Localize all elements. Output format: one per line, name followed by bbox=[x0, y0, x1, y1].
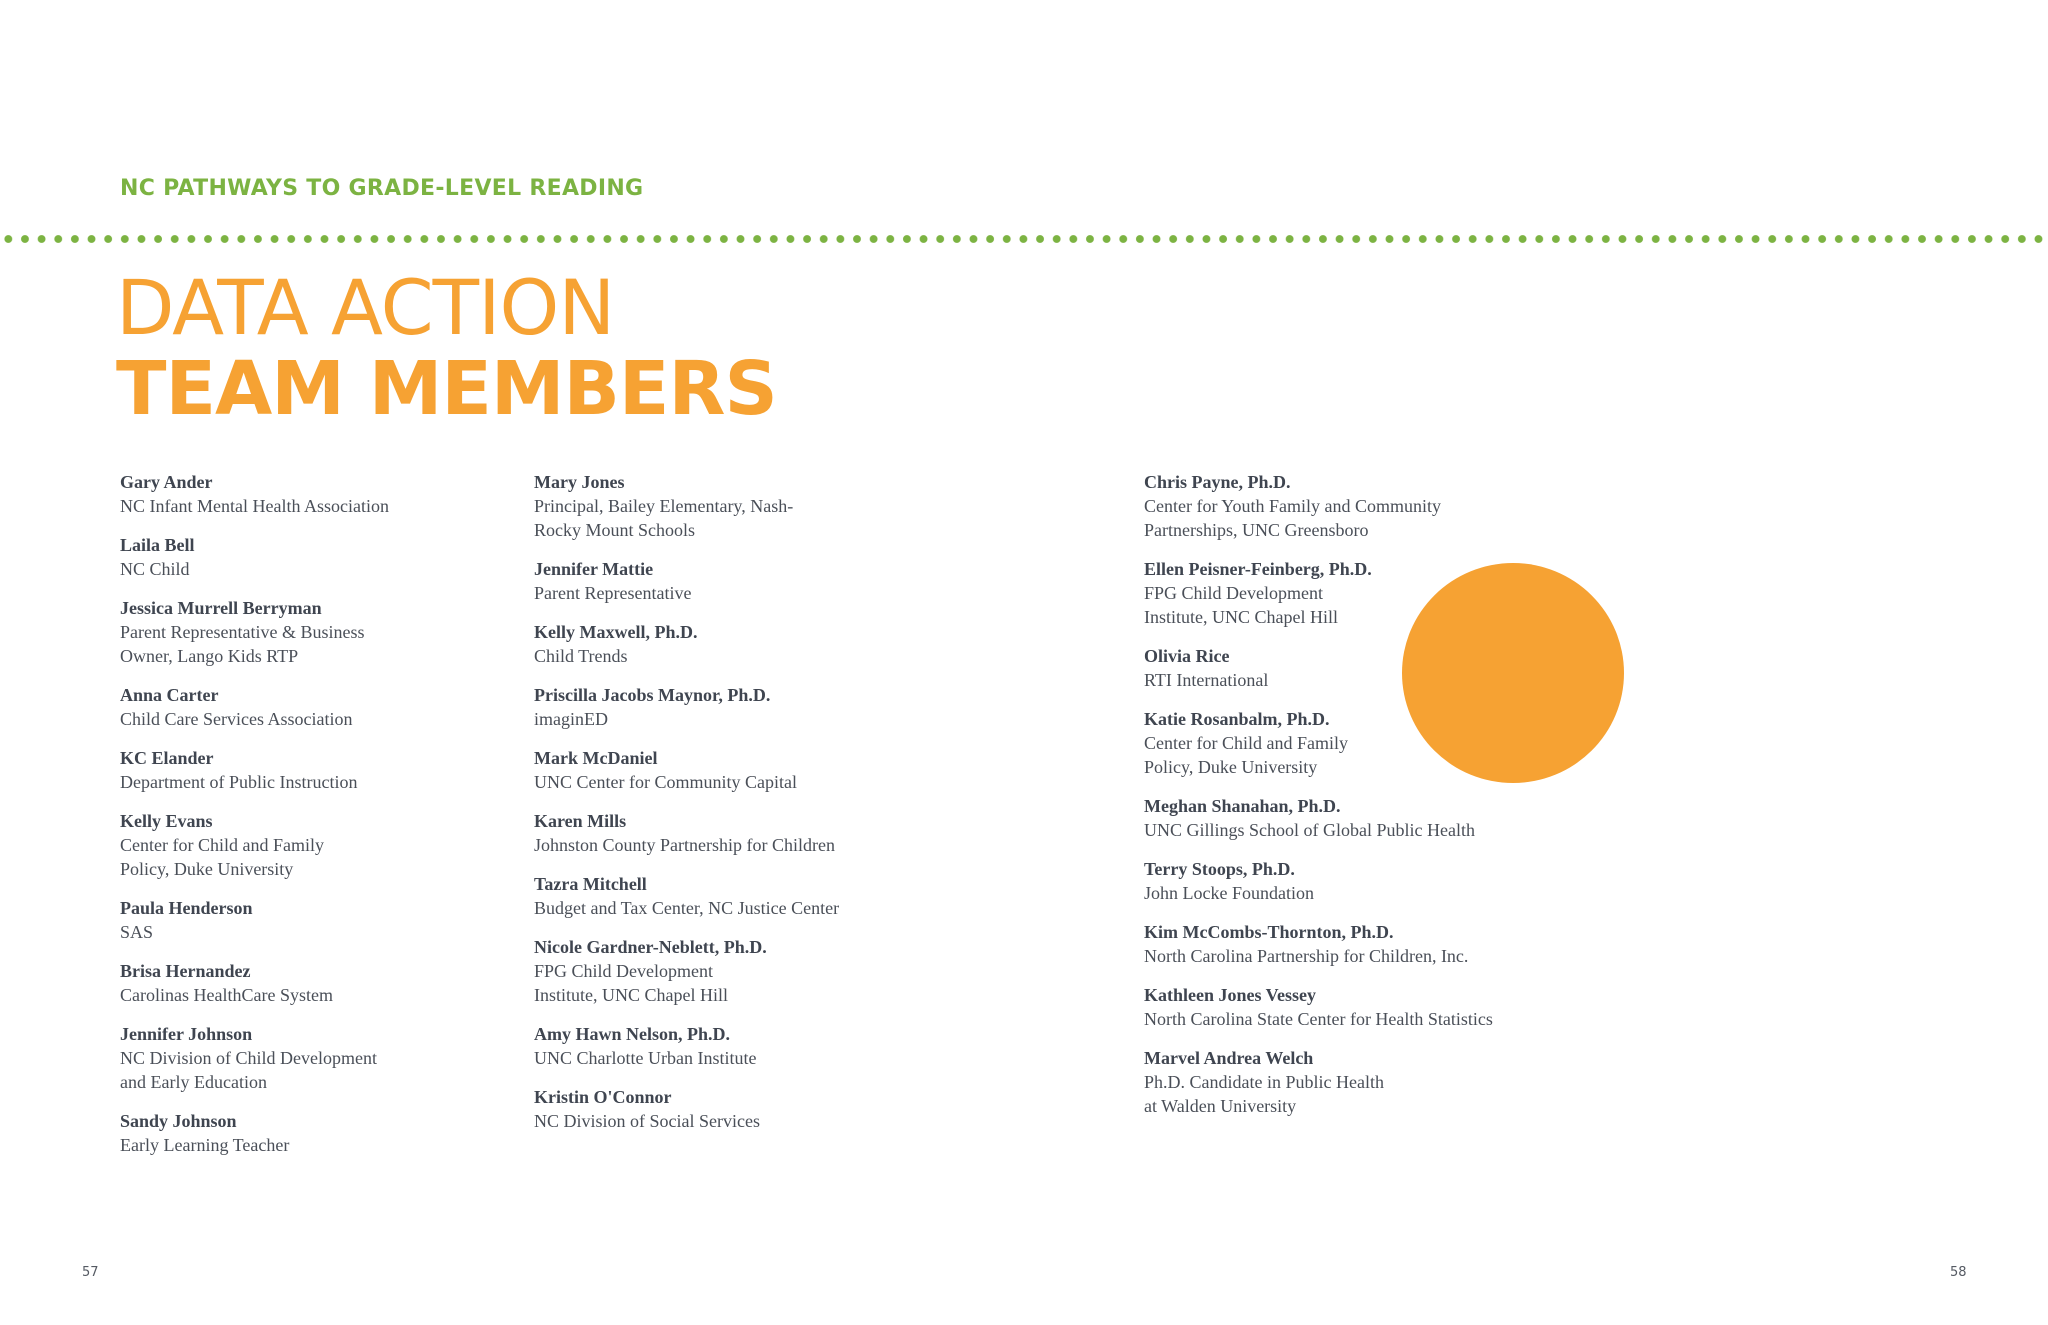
member-affiliation: Child Trends bbox=[534, 646, 628, 666]
member-name: Amy Hawn Nelson, Ph.D. bbox=[534, 1024, 731, 1044]
member-entry bbox=[120, 746, 500, 794]
member-entry bbox=[120, 596, 500, 668]
member-affiliation: Johnston County Partnership for Children bbox=[534, 835, 835, 855]
member-name: Tazra Mitchell bbox=[534, 874, 647, 894]
member-entry bbox=[120, 470, 500, 518]
member-entry bbox=[534, 557, 974, 605]
member-affiliation: Center for Child and Family bbox=[1144, 733, 1348, 753]
member-affiliation: at Walden University bbox=[1144, 1096, 1297, 1116]
member-affiliation: Department of Public Instruction bbox=[120, 772, 358, 792]
member-entry bbox=[1144, 470, 1564, 542]
member-name: Priscilla Jacobs Maynor, Ph.D. bbox=[534, 685, 771, 705]
member-entry bbox=[534, 470, 974, 542]
member-name: Olivia Rice bbox=[1144, 646, 1230, 666]
member-affiliation: Budget and Tax Center, NC Justice Center bbox=[534, 898, 840, 918]
member-affiliation: Carolinas HealthCare System bbox=[120, 985, 333, 1005]
member-entry bbox=[120, 959, 500, 1007]
member-entry bbox=[120, 896, 500, 944]
member-affiliation: Institute, UNC Chapel Hill bbox=[534, 985, 728, 1005]
member-entry bbox=[120, 533, 500, 581]
member-name: Sandy Johnson bbox=[120, 1111, 237, 1131]
member-entry bbox=[1144, 983, 1564, 1031]
member-affiliation: FPG Child Development bbox=[534, 961, 713, 981]
page-number-right: 58 bbox=[1950, 1265, 1967, 1280]
member-entry bbox=[534, 809, 974, 857]
member-name: Terry Stoops, Ph.D. bbox=[1144, 859, 1295, 879]
member-affiliation: Center for Youth Family and Community bbox=[1144, 496, 1441, 516]
member-name: Gary Ander bbox=[120, 472, 213, 492]
member-name: Chris Payne, Ph.D. bbox=[1144, 472, 1291, 492]
member-affiliation: imaginED bbox=[534, 709, 608, 729]
member-affiliation: Partnerships, UNC Greensboro bbox=[1144, 520, 1369, 540]
member-name: Jennifer Johnson bbox=[120, 1024, 253, 1044]
member-name: Kathleen Jones Vessey bbox=[1144, 985, 1317, 1005]
member-entry bbox=[534, 1022, 974, 1070]
members-column-1 bbox=[120, 470, 500, 1172]
member-affiliation: Owner, Lango Kids RTP bbox=[120, 646, 299, 666]
member-affiliation: Parent Representative bbox=[534, 583, 692, 603]
dotted-divider bbox=[0, 234, 2048, 244]
member-affiliation: Ph.D. Candidate in Public Health bbox=[1144, 1072, 1384, 1092]
member-affiliation: Rocky Mount Schools bbox=[534, 520, 696, 540]
member-affiliation: Institute, UNC Chapel Hill bbox=[1144, 607, 1338, 627]
member-entry bbox=[534, 1085, 974, 1133]
member-name: KC Elander bbox=[120, 748, 214, 768]
member-affiliation: Policy, Duke University bbox=[120, 859, 294, 879]
member-name: Karen Mills bbox=[534, 811, 627, 831]
member-name: Jessica Murrell Berryman bbox=[120, 598, 322, 618]
report-header: NC PATHWAYS TO GRADE-LEVEL READING bbox=[120, 176, 644, 201]
member-name: Kelly Maxwell, Ph.D. bbox=[534, 622, 698, 642]
member-entry bbox=[120, 683, 500, 731]
member-entry bbox=[534, 746, 974, 794]
member-affiliation: North Carolina Partnership for Children, Inc. bbox=[1144, 946, 1469, 966]
member-affiliation: North Carolina State Center for Health Statistics bbox=[1144, 1009, 1493, 1029]
member-name: Anna Carter bbox=[120, 685, 219, 705]
member-affiliation: NC Division of Social Services bbox=[534, 1111, 760, 1131]
member-affiliation: John Locke Foundation bbox=[1144, 883, 1314, 903]
members-column-2 bbox=[534, 470, 974, 1148]
member-affiliation: FPG Child Development bbox=[1144, 583, 1323, 603]
member-entry bbox=[534, 935, 974, 1007]
member-entry bbox=[534, 683, 974, 731]
member-entry bbox=[120, 1109, 500, 1157]
member-entry bbox=[534, 872, 974, 920]
member-name: Kelly Evans bbox=[120, 811, 213, 831]
page-number-left: 57 bbox=[82, 1265, 99, 1280]
member-name: Paula Henderson bbox=[120, 898, 253, 918]
member-affiliation: Parent Representative & Business bbox=[120, 622, 365, 642]
member-name: Kim McCombs-Thornton, Ph.D. bbox=[1144, 922, 1394, 942]
member-affiliation: and Early Education bbox=[120, 1072, 267, 1092]
member-affiliation: UNC Center for Community Capital bbox=[534, 772, 797, 792]
member-affiliation: NC Child bbox=[120, 559, 190, 579]
member-affiliation: Principal, Bailey Elementary, Nash- bbox=[534, 496, 794, 516]
member-name: Marvel Andrea Welch bbox=[1144, 1048, 1314, 1068]
member-entry bbox=[1144, 857, 1564, 905]
member-entry bbox=[120, 809, 500, 881]
decorative-orange-circle bbox=[1402, 563, 1624, 783]
member-affiliation: Child Care Services Association bbox=[120, 709, 353, 729]
member-name: Ellen Peisner-Feinberg, Ph.D. bbox=[1144, 559, 1372, 579]
member-name: Laila Bell bbox=[120, 535, 195, 555]
member-name: Mark McDaniel bbox=[534, 748, 658, 768]
member-name: Meghan Shanahan, Ph.D. bbox=[1144, 796, 1341, 816]
member-entry bbox=[1144, 1046, 1564, 1118]
member-name: Kristin O'Connor bbox=[534, 1087, 672, 1107]
member-name: Katie Rosanbalm, Ph.D. bbox=[1144, 709, 1330, 729]
member-entry bbox=[1144, 920, 1564, 968]
member-entry bbox=[1144, 794, 1564, 842]
member-affiliation: UNC Gillings School of Global Public Health bbox=[1144, 820, 1475, 840]
member-entry bbox=[120, 1022, 500, 1094]
member-affiliation: SAS bbox=[120, 922, 154, 942]
member-affiliation: NC Division of Child Development bbox=[120, 1048, 377, 1068]
member-affiliation: Early Learning Teacher bbox=[120, 1135, 290, 1155]
member-affiliation: Center for Child and Family bbox=[120, 835, 324, 855]
page-title-line1: DATA ACTION bbox=[116, 263, 615, 352]
member-affiliation: NC Infant Mental Health Association bbox=[120, 496, 389, 516]
member-name: Nicole Gardner-Neblett, Ph.D. bbox=[534, 937, 767, 957]
member-name: Mary Jones bbox=[534, 472, 625, 492]
member-entry bbox=[534, 620, 974, 668]
member-name: Jennifer Mattie bbox=[534, 559, 654, 579]
member-affiliation: RTI International bbox=[1144, 670, 1269, 690]
member-affiliation: Policy, Duke University bbox=[1144, 757, 1318, 777]
member-affiliation: UNC Charlotte Urban Institute bbox=[534, 1048, 757, 1068]
member-name: Brisa Hernandez bbox=[120, 961, 251, 981]
page-title-line2: TEAM MEMBERS bbox=[116, 346, 777, 432]
